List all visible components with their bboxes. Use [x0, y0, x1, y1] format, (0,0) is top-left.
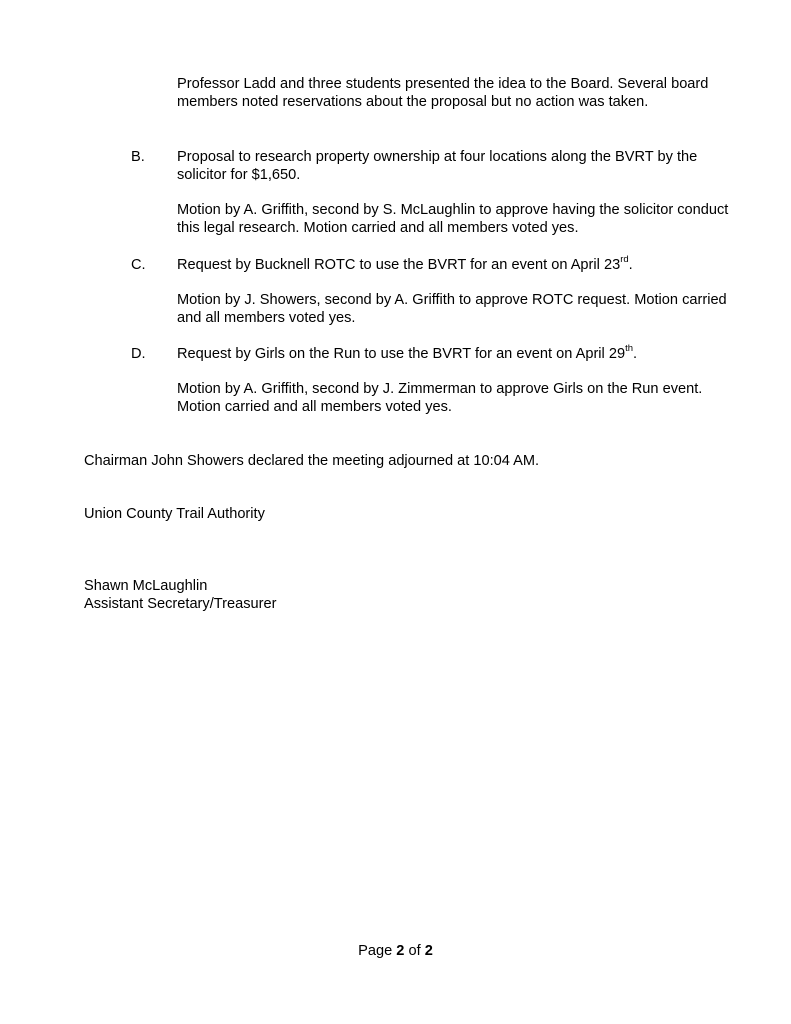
page-footer [0, 942, 791, 960]
item-c-motion: Motion by J. Showers, second by A. Griffith to approve ROTC request. Motion carried and all members voted yes. [177, 292, 727, 326]
item-d-motion: Motion by A. Griffith, second by J. Zimmerman to approve Girls on the Run event. Motion carried and all members voted yes. [177, 381, 703, 415]
item-d-ordinal: th [625, 343, 634, 355]
item-c-text-end: . [628, 257, 633, 273]
footer-prefix: Page [358, 943, 397, 959]
footer-middle: of [404, 943, 425, 959]
item-d-text [177, 345, 737, 363]
signer-name: Shawn McLaughlin [84, 578, 208, 594]
item-c-marker: C. [131, 257, 146, 273]
item-b-marker: B. [131, 149, 145, 165]
organization-name: Union County Trail Authority [84, 506, 265, 522]
item-d-marker: D. [131, 346, 146, 362]
signer-title: Assistant Secretary/Treasurer [84, 596, 277, 612]
item-d-text-end: . [633, 346, 638, 362]
item-b-text: Proposal to research property ownership at four locations along the BVRT by the solicitor for $1,650. [177, 149, 698, 183]
item-d-text-main: Request by Girls on the Run to use the BVRT for an event on April 29 [177, 346, 626, 362]
item-b-motion: Motion by A. Griffith, second by S. McLaughlin to approve having the solicitor conduct this legal research. Motion carried and all members voted yes. [177, 202, 729, 236]
item-c-text-main: Request by Bucknell ROTC to use the BVRT for an event on April 23 [177, 257, 621, 273]
item-c-text [177, 256, 737, 274]
item-c-ordinal: rd [620, 254, 629, 266]
footer-total-pages: 2 [424, 943, 433, 959]
item-a-note: Professor Ladd and three students presented the idea to the Board. Several board members noted reservations about the proposal but no action was taken. [177, 76, 709, 110]
adjournment-statement: Chairman John Showers declared the meeting adjourned at 10:04 AM. [84, 453, 540, 469]
footer-current-page: 2 [396, 943, 405, 959]
